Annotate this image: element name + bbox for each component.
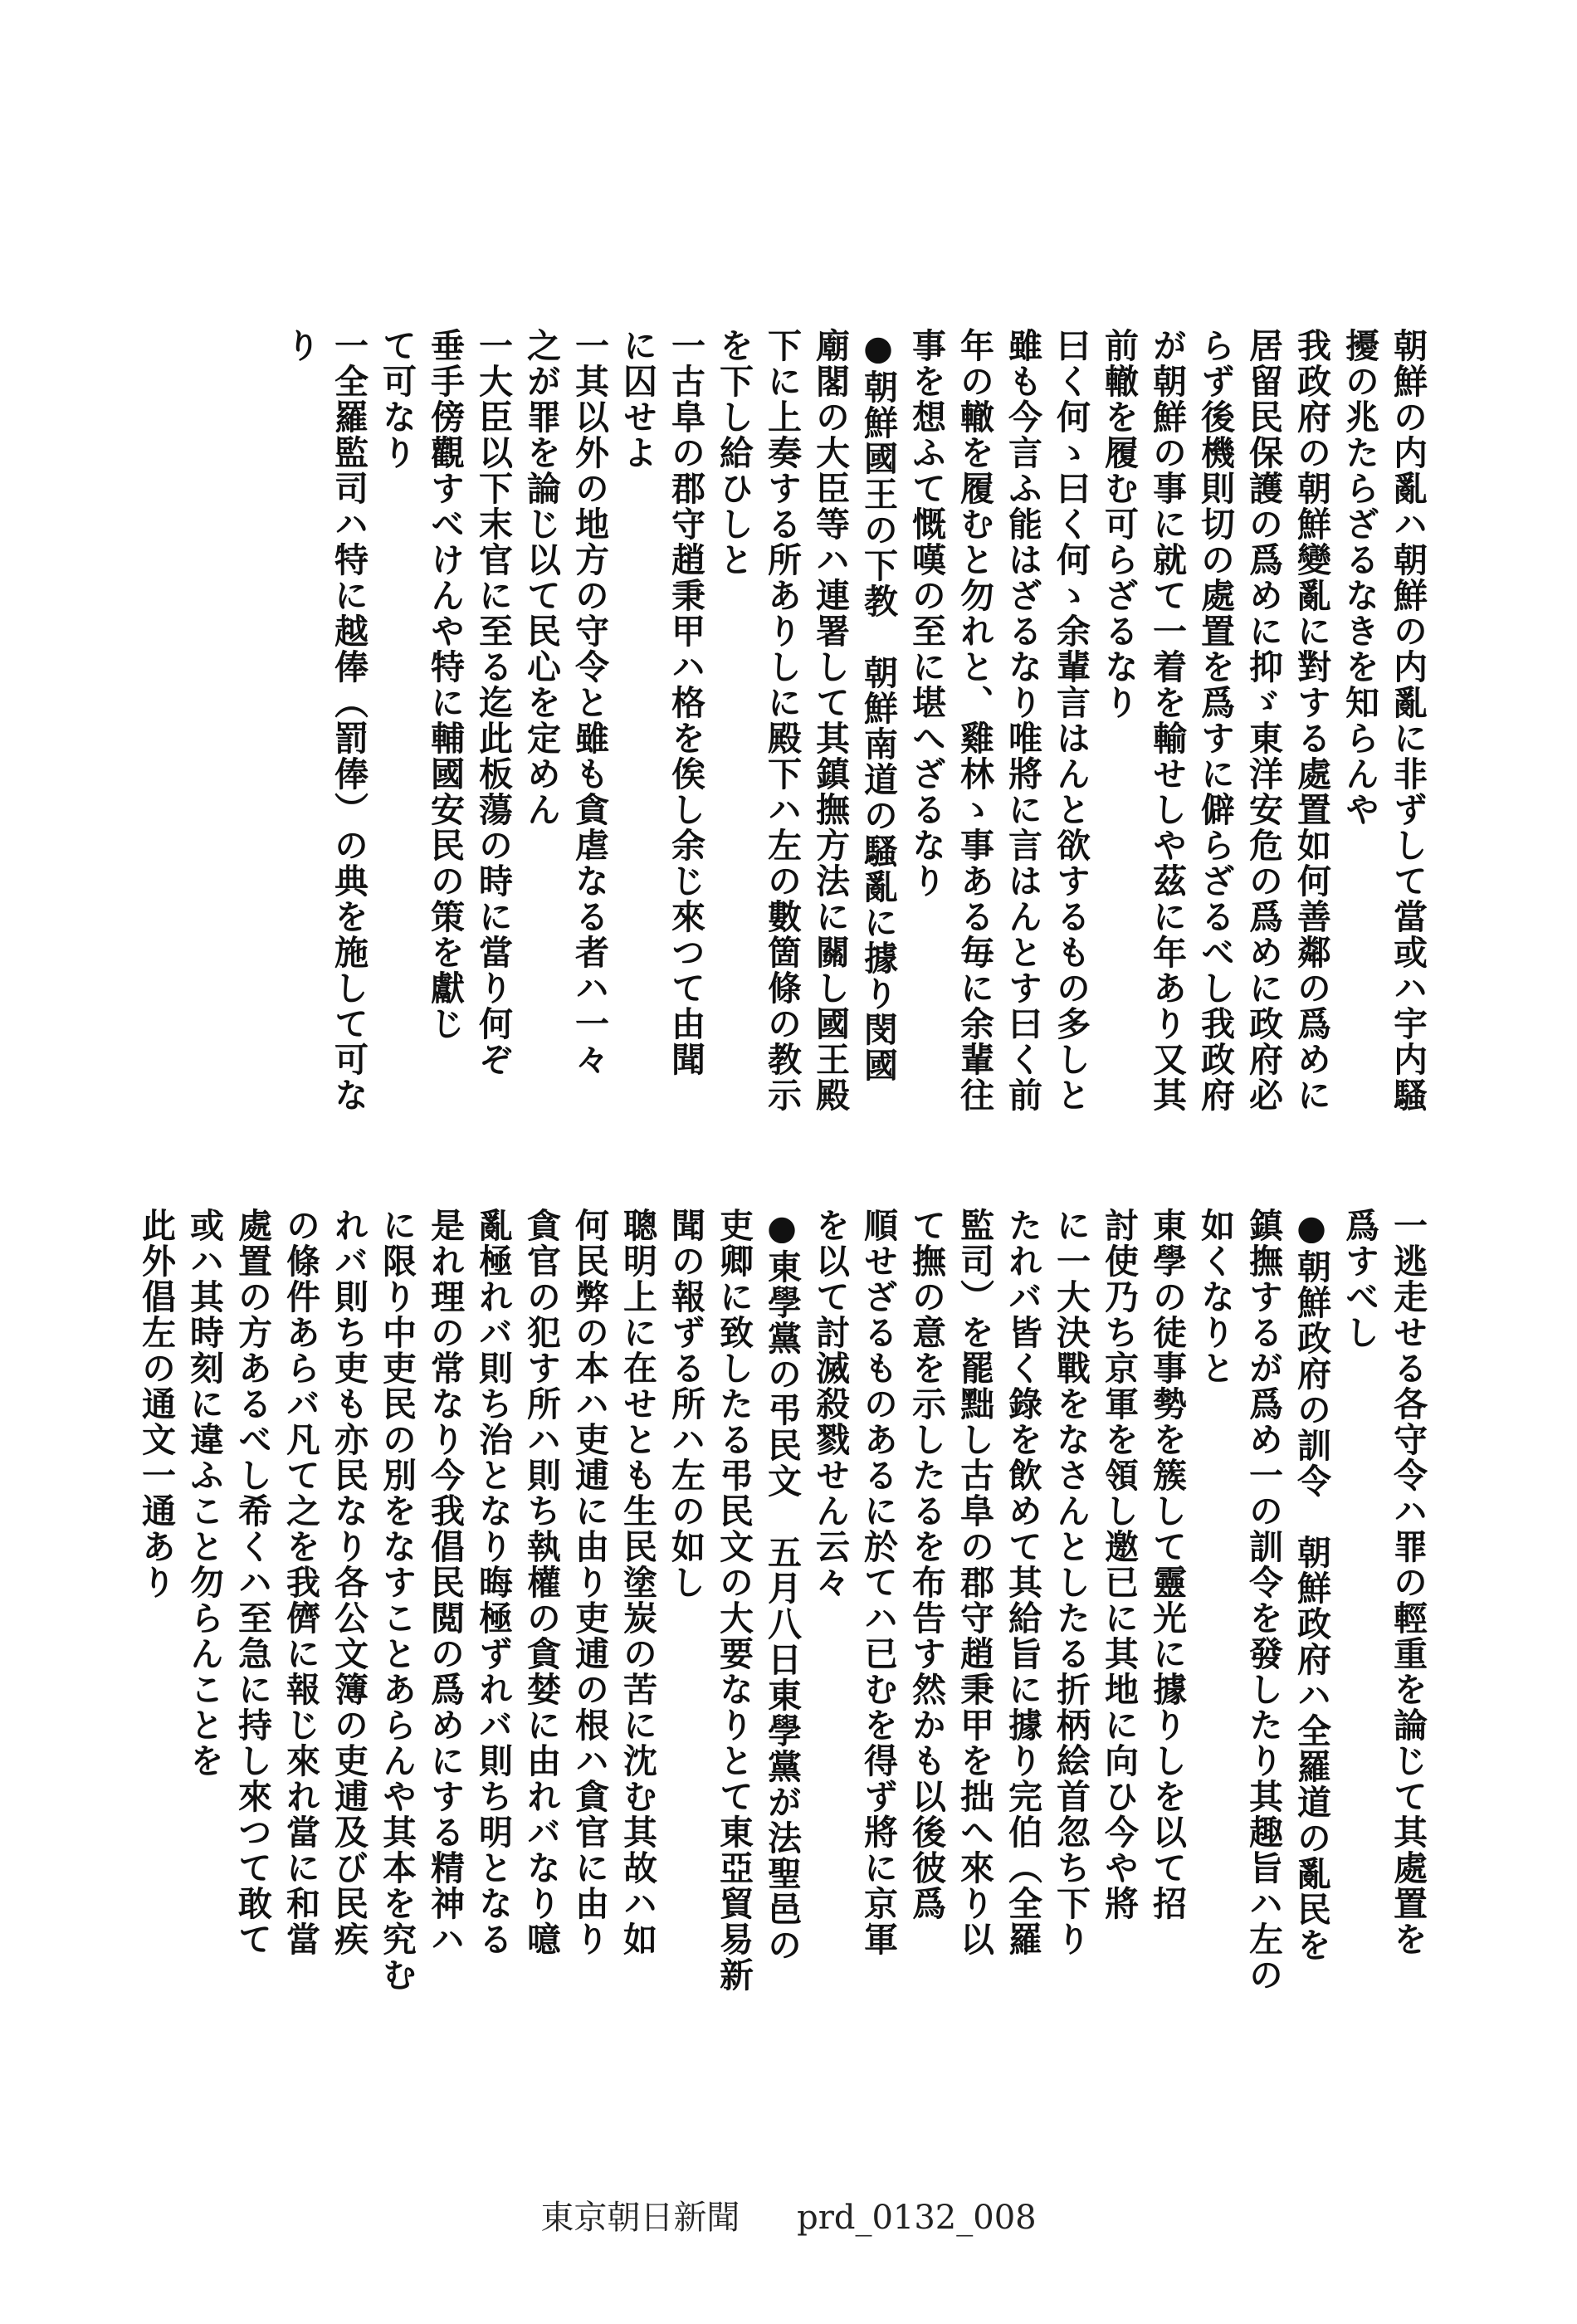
text-line: 一全羅監司ハ特に越俸（罰俸）の典を施して可な: [329, 328, 369, 1113]
text-line: 貪官の犯す所ハ則ち執權の貪婪に由れバなり噫: [521, 1208, 561, 1957]
lower-text-block: [136, 1208, 1432, 2096]
text-line: 東學の徒事勢を簇して靈光に據りしを以て招: [1147, 1208, 1187, 1921]
text-line: れバ則ち吏も亦民なり各公文簿の吏逋及び民疾: [329, 1208, 369, 1957]
text-line: 吏卿に致したる弔民文の大要なりとて東亞貿易新: [714, 1208, 754, 1993]
text-line: 爲すべし: [1340, 1208, 1379, 1350]
upper-text-block: [145, 328, 1432, 1158]
text-line: を下し給ひしと: [714, 328, 754, 578]
article-headline-line: ●朝鮮政府の訓令 朝鮮政府ハ全羅道の亂民を: [1291, 1208, 1331, 1963]
text-line: 下に上奏する所ありしに殿下ハ左の數箇條の教示: [762, 328, 802, 1113]
text-line: 年の轍を履むと勿れと、雞林ゝ事ある毎に余輩往: [954, 328, 994, 1113]
text-line: 亂極れバ則ち治となり晦極ずれバ則ち明となる: [473, 1208, 513, 1957]
text-line: に限り中吏民の別をなすことあらんや其本を究む: [377, 1208, 417, 1993]
text-line: が朝鮮の事に就て一着を輸せしや茲に年あり又其: [1147, 328, 1187, 1113]
text-line: を以て討滅殺戮せん云々: [810, 1208, 850, 1600]
text-line: 聰明上に在せとも生民塗炭の苦に沈む其故ハ如: [618, 1208, 657, 1957]
text-line: 一其以外の地方の守令と雖も貪虐なる者ハ一々: [569, 328, 609, 1077]
text-line: 朝鮮の内亂ハ朝鮮の内亂に非ずして當或ハ宇内騷: [1388, 328, 1428, 1113]
text-line: 是れ理の常なり今我倡民閲の爲めにする精神ハ: [425, 1208, 465, 1957]
newspaper-name: 東京朝日新聞: [540, 2199, 740, 2237]
text-line: 事を想ふて慨嘆の至に堪へざるなり: [906, 328, 946, 899]
text-line: に囚せよ: [618, 328, 657, 471]
text-line: らず後機則切の處置を爲すに僻らざるべし我政府: [1195, 328, 1235, 1113]
text-line: て撫の意を示したるを布告す然かも以後彼爲: [906, 1208, 946, 1921]
text-line: 之が罪を論じ以て民心を定めん: [521, 328, 561, 828]
text-line: たれバ皆く錄を飲めて其給旨に據り完伯（全羅: [1003, 1208, 1042, 1957]
text-line: 一大臣以下末官に至る迄此板蕩の時に當り何ぞ: [473, 328, 513, 1077]
text-line: 我政府の朝鮮變亂に對する處置如何善鄰の爲めに: [1291, 328, 1331, 1113]
text-line: に一大決戰をなさんとしたる折柄絵首忽ち下り: [1051, 1208, 1091, 1957]
text-line: の條件あらバ凡て之を我儕に報じ來れ當に和當: [281, 1208, 320, 1957]
text-line: 順せざるものあるに於てハ已むを得ず將に京軍: [858, 1208, 898, 1957]
text-line: り: [281, 328, 320, 364]
text-line: 監司）を罷黜し古阜の郡守趙秉甲を拙へ來り以: [954, 1208, 994, 1957]
text-line: 一逃走せる各守令ハ罪の輕重を論じて其處置を: [1388, 1208, 1428, 1957]
text-line: 處置の方あるべし希くハ至急に持し來つて敢て: [232, 1208, 272, 1957]
text-line: 聞の報ずる所ハ左の如し: [666, 1208, 706, 1600]
text-line: 鎮撫するが爲め一の訓令を發したり其趣旨ハ左の: [1243, 1208, 1283, 1993]
text-line: て可なり: [377, 328, 417, 471]
text-line: 如くなりと: [1195, 1208, 1235, 1386]
text-line: 前轍を履む可らざるなり: [1099, 328, 1139, 720]
text-line: 一古阜の郡守趙秉甲ハ格を俟し余じ來つて由聞: [666, 328, 706, 1077]
text-line: 或ハ其時刻に違ふこと勿らんことを: [184, 1208, 224, 1779]
article-headline-line: ●東學黨の弔民文 五月八日東學黨が法聖邑の: [762, 1208, 802, 1963]
text-line: 廟閣の大臣等ハ連署して其鎮撫方法に關し國王殿: [810, 328, 850, 1113]
text-line: 居留民保護の爲めに抑ゞ東洋安危の爲めに政府必: [1243, 328, 1283, 1113]
text-line: 擾の兆たらざるなきを知らんや: [1340, 328, 1379, 828]
text-line: 曰く何ゝ曰く何ゝ余輩言はんと欲するもの多しと: [1051, 328, 1091, 1113]
page-footer: [0, 2191, 1577, 2239]
text-line: 討使乃ち京軍を領し邀已に其地に向ひ今や將: [1099, 1208, 1139, 1921]
text-line: 何民弊の本ハ吏逋に由り吏逋の根ハ貪官に由り: [569, 1208, 609, 1957]
text-line: 雖も今言ふ能はざるなり唯將に言はんとす曰く前: [1003, 328, 1042, 1113]
text-line: 此外倡左の通文一通あり: [136, 1208, 176, 1600]
article-headline-line: ●朝鮮國王の下教 朝鮮南道の騷亂に據り閔國: [858, 328, 898, 1083]
text-line: 垂手傍觀すべけんや特に輔國安民の策を獻じ: [425, 328, 465, 1042]
page-id: prd_0132_008: [797, 2199, 1037, 2237]
